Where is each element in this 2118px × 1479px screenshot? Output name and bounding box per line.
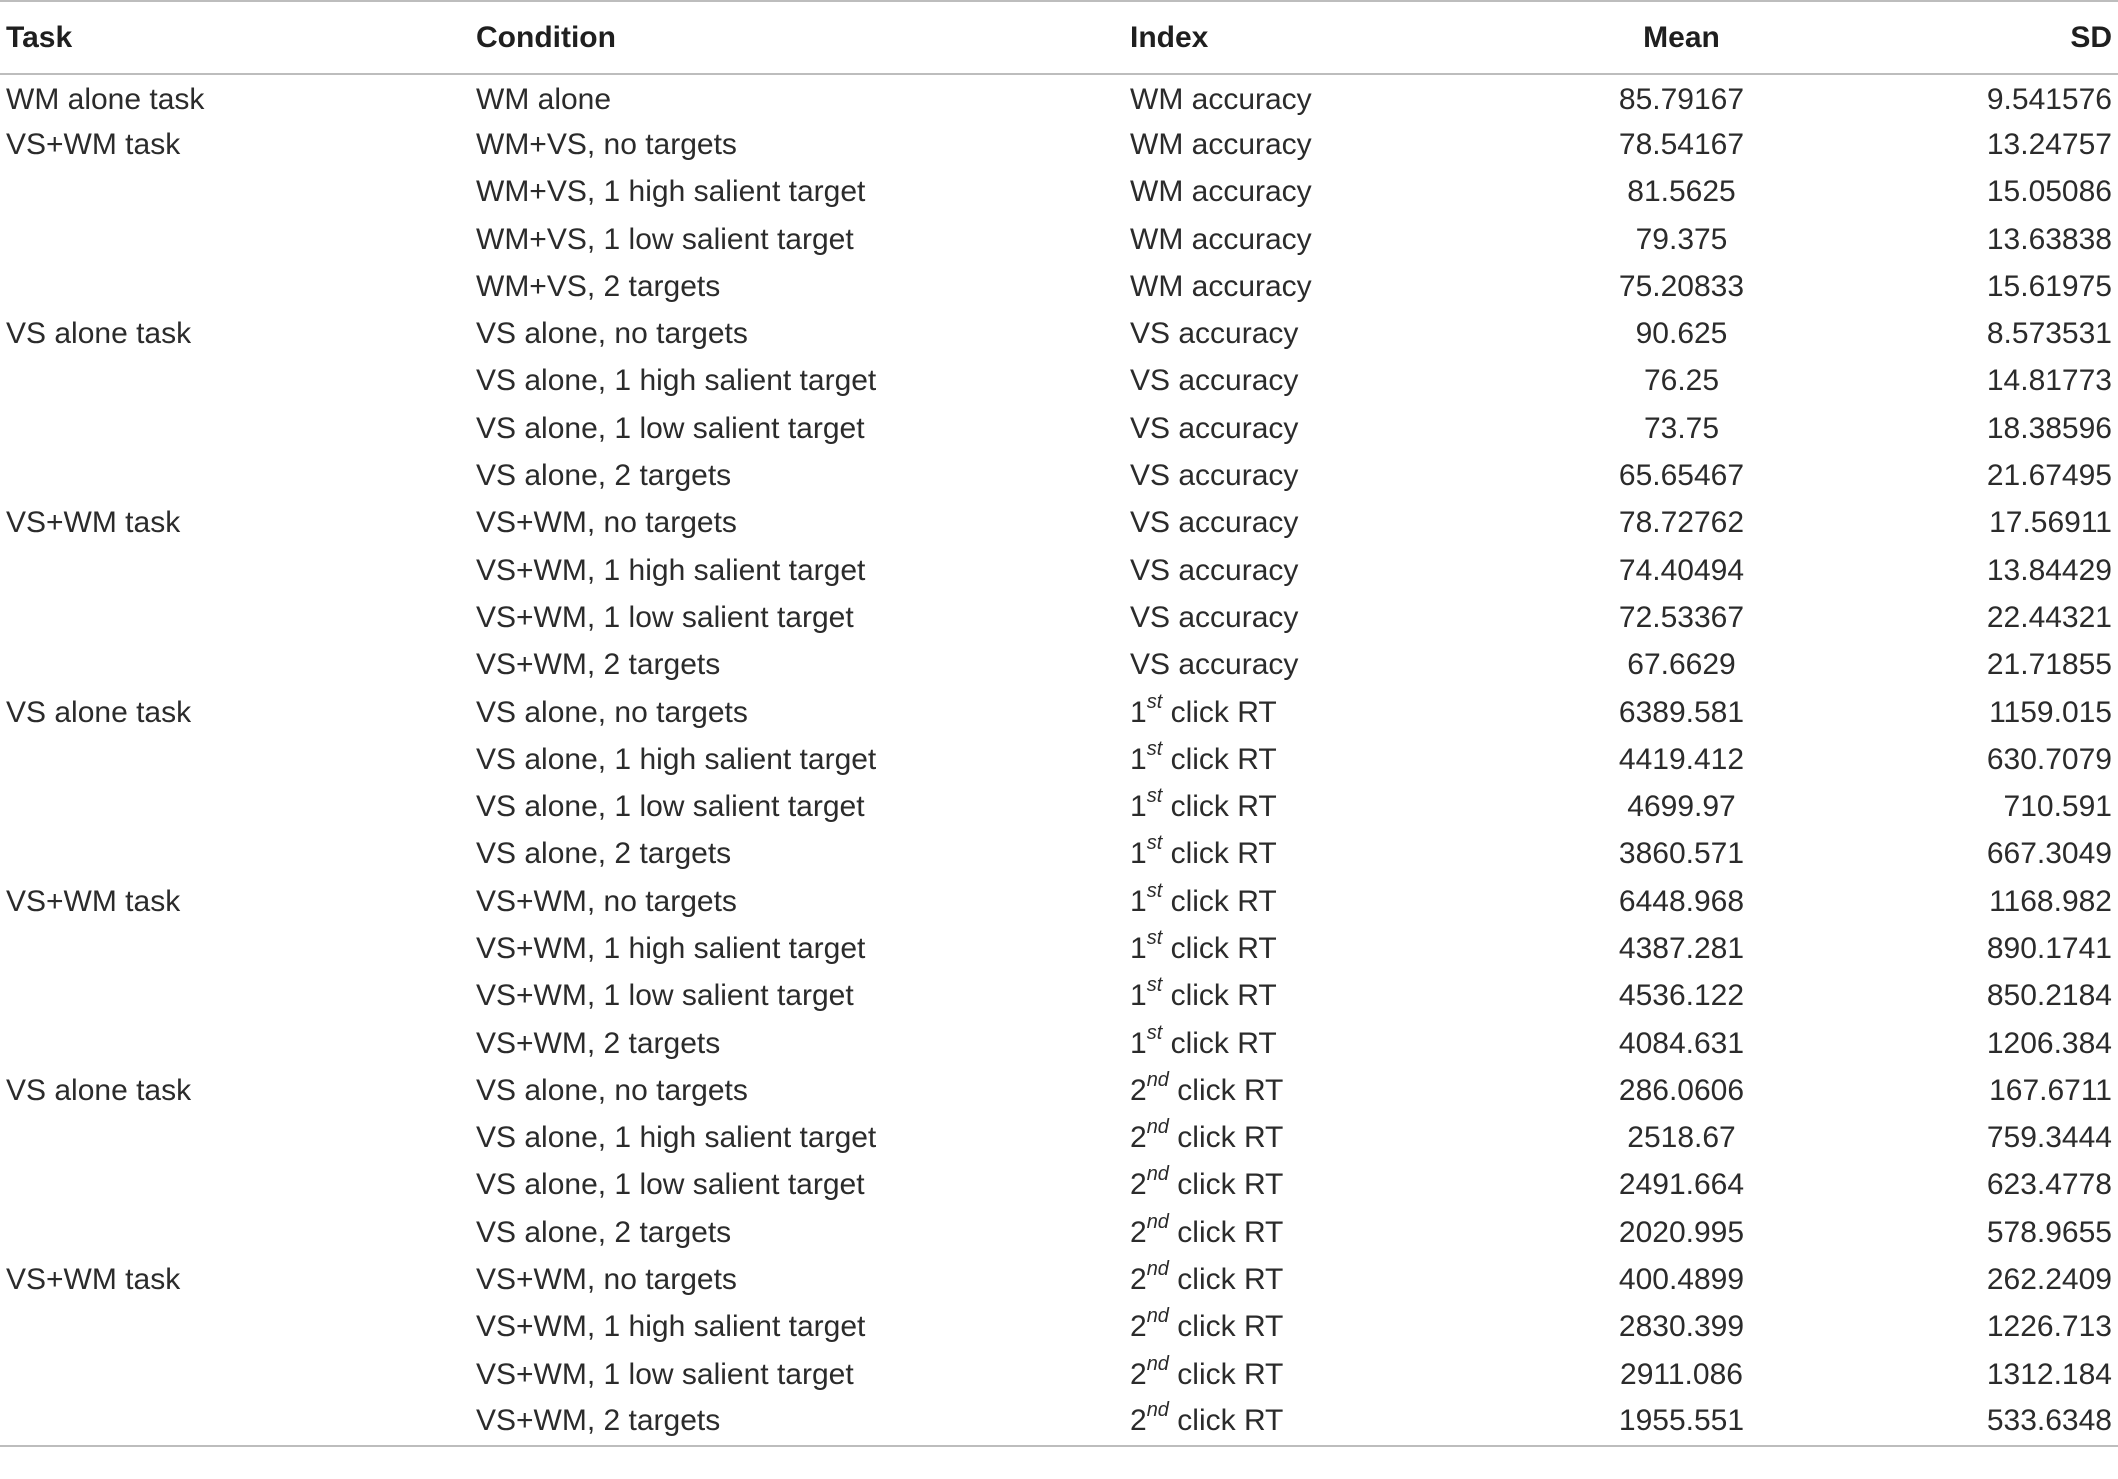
index-label: click RT [1162,790,1277,824]
cell-sd: 533.6348 [1803,1398,2118,1445]
cell-task: VS alone task [6,695,192,729]
cell-task [0,1351,476,1398]
cell-condition: VS+WM, 1 high salient target [476,931,866,965]
cell-sd: 710.591 [2003,790,2112,824]
cell-sd: 17.56911 [1989,506,2112,540]
cell-task [0,358,476,405]
cell-index: VS accuracy [1130,459,1299,493]
cell-condition: VS alone, no targets [476,317,748,351]
index-ordinal-number: 2 [1130,1121,1147,1155]
index-label: click RT [1162,837,1277,871]
cell-task: VS alone task [6,317,192,351]
cell-sd: 22.44321 [1986,600,2112,634]
index-ordinal-suffix: nd [1146,1163,1169,1186]
cell-condition: WM alone [476,83,612,117]
cell-index: VS accuracy [1130,648,1299,682]
cell-sd: 13.84429 [1986,553,2112,587]
cell-condition: VS+WM, 1 low salient target [476,1357,854,1391]
cell-sd: 850.2184 [1986,979,2112,1013]
cell-task: VS+WM task [6,506,181,540]
index-ordinal-number: 1 [1130,884,1147,918]
cell-sd: 18.38596 [1986,411,2112,445]
table-row [0,1304,2118,1351]
cell-task [0,1162,476,1209]
index-ordinal-suffix: nd [1146,1068,1169,1091]
cell-sd: 21.67495 [1986,459,2112,493]
index-ordinal-number: 2 [1130,1073,1147,1107]
cell-condition: VS+WM, 1 high salient target [476,1310,866,1344]
cell-task: VS alone task [6,1073,192,1107]
cell-task [0,216,476,263]
index-ordinal-suffix: nd [1146,1116,1169,1139]
cell-task [0,1209,476,1256]
cell-mean: 1955.551 [1560,1398,1803,1445]
cell-sd: 759.3444 [1986,1121,2112,1155]
cell-mean: 78.54167 [1618,127,1745,161]
header-sd: SD [1803,1,2118,74]
cell-mean: 400.4899 [1618,1263,1745,1297]
cell-index [1130,973,1560,1020]
index-ordinal-suffix: st [1146,737,1163,760]
cell-condition: VS alone, 2 targets [476,1215,732,1249]
cell-task [0,973,476,1020]
cell-mean: 2518.67 [1627,1121,1736,1155]
cell-sd: 262.2409 [1986,1263,2112,1297]
cell-mean: 65.65467 [1618,459,1745,493]
cell-mean: 72.53367 [1618,600,1745,634]
header-index: Index [1130,1,1560,74]
cell-index [1130,1162,1560,1209]
cell-mean: 4419.412 [1618,742,1745,776]
header-row [0,1,2118,74]
table-row [0,642,2118,689]
cell-mean: 6448.968 [1618,884,1745,918]
index-ordinal-suffix: nd [1146,1352,1169,1375]
index-label: click RT [1162,695,1277,729]
cell-sd: 167.6711 [1989,1073,2112,1107]
cell-condition: VS alone, no targets [476,1073,748,1107]
cell-condition: VS alone, 1 low salient target [476,411,865,445]
index-ordinal-suffix: st [1146,785,1163,808]
cell-index [1130,1351,1560,1398]
cell-sd: 890.1741 [1986,931,2112,965]
header-condition: Condition [476,1,1130,74]
cell-condition: VS+WM, 2 targets [476,1026,721,1060]
cell-sd: 1206.384 [1986,1026,2112,1060]
cell-mean: 3860.571 [1618,837,1745,871]
cell-condition: VS+WM, no targets [476,506,737,540]
index-ordinal-suffix: nd [1146,1210,1169,1233]
cell-sd: 1159.015 [1989,695,2112,729]
index-ordinal-number: 1 [1130,695,1147,729]
cell-mean: 2911.086 [1620,1357,1743,1391]
cell-index: VS accuracy [1130,411,1299,445]
cell-task [0,783,476,830]
index-ordinal-number: 1 [1130,837,1147,871]
cell-sd: 1226.713 [1986,1310,2112,1344]
cell-mean: 4084.631 [1618,1026,1745,1060]
cell-index [1130,783,1560,830]
header-task: Task [0,1,476,74]
table-row [0,1020,2118,1067]
cell-task [0,594,476,641]
table-row [0,1115,2118,1162]
cell-index [1130,1115,1560,1162]
cell-task: VS+WM task [6,1263,181,1297]
cell-task: WM alone task [6,83,205,117]
cell-condition: VS+WM, 1 low salient target [476,979,854,1013]
cell-index [1130,925,1560,972]
index-ordinal-number: 2 [1130,1215,1147,1249]
table-row [0,1162,2118,1209]
table-row [0,1351,2118,1398]
index-label: click RT [1162,931,1277,965]
cell-sd: 8.573531 [1986,317,2112,351]
table-row [0,878,2118,925]
index-label: click RT [1162,1026,1277,1060]
index-ordinal-number: 2 [1130,1310,1147,1344]
cell-index [1130,1304,1560,1351]
cell-index [1130,1067,1560,1114]
table-row [0,405,2118,452]
index-ordinal-suffix: st [1146,926,1163,949]
cell-task [0,642,476,689]
table-body [0,74,2118,1446]
index-ordinal-number: 2 [1130,1263,1147,1297]
table-row [0,169,2118,216]
cell-mean: 81.5625 [1627,175,1736,209]
cell-sd: 15.05086 [1986,175,2112,209]
cell-mean: 67.6629 [1627,648,1736,682]
index-ordinal-number: 2 [1130,1168,1147,1202]
index-ordinal-number: 2 [1130,1404,1147,1438]
cell-task: VS+WM task [6,884,181,918]
cell-index [1130,1020,1560,1067]
table-row [0,783,2118,830]
cell-sd: 630.7079 [1986,742,2112,776]
index-ordinal-number: 2 [1130,1357,1147,1391]
cell-condition: VS alone, 1 high salient target [476,1121,877,1155]
index-label: click RT [1168,1121,1284,1155]
table-row [0,216,2118,263]
cell-condition: VS+WM, no targets [476,884,737,918]
index-label: click RT [1168,1357,1284,1391]
cell-condition: VS+WM, 2 targets [476,1398,1130,1445]
table-row [0,1209,2118,1256]
cell-mean: 90.625 [1635,317,1728,351]
table-row [0,121,2118,168]
table-row [0,594,2118,641]
index-ordinal-suffix: st [1146,1021,1163,1044]
cell-condition: VS alone, 1 high salient target [476,742,877,776]
cell-index [1130,1209,1560,1256]
cell-sd: 13.24757 [1986,127,2112,161]
cell-sd: 623.4778 [1986,1168,2112,1202]
cell-sd: 13.63838 [1986,222,2112,256]
index-ordinal-number: 1 [1130,931,1147,965]
table-row [0,263,2118,310]
cell-mean: 2830.399 [1618,1310,1745,1344]
table-row [0,1398,2118,1445]
table-row [0,547,2118,594]
table-header [0,1,2118,74]
cell-condition: VS+WM, no targets [476,1263,737,1297]
cell-index [1130,689,1560,736]
cell-task [0,925,476,972]
cell-mean: 73.75 [1643,411,1720,445]
cell-index: WM accuracy [1130,127,1312,161]
cell-index [1130,736,1560,783]
cell-condition: VS alone, 1 low salient target [476,790,865,824]
cell-condition: VS alone, 2 targets [476,837,732,871]
table-row [0,74,2118,121]
cell-task [0,736,476,783]
cell-sd: 14.81773 [1986,364,2112,398]
cell-task [0,1398,476,1445]
cell-index: VS accuracy [1130,506,1299,540]
table-row [0,1067,2118,1114]
cell-mean: 286.0606 [1618,1073,1745,1107]
cell-task [0,1304,476,1351]
index-ordinal-number: 1 [1130,979,1147,1013]
cell-task [0,1115,476,1162]
index-label: click RT [1162,884,1277,918]
cell-mean: 6389.581 [1618,695,1745,729]
table-row [0,500,2118,547]
cell-index: VS accuracy [1130,317,1299,351]
cell-sd: 15.61975 [1986,269,2112,303]
cell-condition: WM+VS, no targets [476,127,737,161]
cell-index: WM accuracy [1130,175,1312,209]
cell-condition: VS alone, 1 low salient target [476,1168,865,1202]
cell-condition: WM+VS, 2 targets [476,269,721,303]
cell-mean: 4387.281 [1618,931,1745,965]
cell-task [0,831,476,878]
cell-mean: 76.25 [1643,364,1720,398]
cell-mean: 79.375 [1635,222,1728,256]
table-row [0,358,2118,405]
cell-mean: 85.79167 [1618,83,1745,117]
index-ordinal-suffix: nd [1146,1305,1169,1328]
cell-task [0,452,476,499]
index-ordinal-suffix: nd [1146,1399,1169,1422]
index-label: click RT [1168,1168,1284,1202]
cell-mean: 4536.122 [1618,979,1745,1013]
cell-condition: WM+VS, 1 high salient target [476,175,866,209]
cell-condition: VS+WM, 2 targets [476,648,721,682]
index-label: click RT [1168,1404,1284,1438]
table-row [0,973,2118,1020]
index-ordinal-number: 1 [1130,790,1147,824]
cell-index: VS accuracy [1130,553,1299,587]
cell-sd: 21.71855 [1986,648,2112,682]
index-ordinal-suffix: nd [1146,1258,1169,1281]
cell-condition: VS alone, no targets [476,695,748,729]
cell-index: VS accuracy [1130,364,1299,398]
table-row [0,925,2118,972]
cell-index [1130,878,1560,925]
index-label: click RT [1162,742,1277,776]
cell-sd: 667.3049 [1986,837,2112,871]
index-ordinal-suffix: st [1146,690,1163,713]
cell-condition: VS+WM, 1 high salient target [476,553,866,587]
cell-sd: 578.9655 [1986,1215,2112,1249]
index-label: click RT [1168,1073,1284,1107]
index-ordinal-number: 1 [1130,742,1147,776]
header-mean: Mean [1560,1,1803,74]
cell-mean: 74.40494 [1618,553,1745,587]
table-row [0,831,2118,878]
cell-condition: VS+WM, 1 low salient target [476,600,854,634]
cell-sd: 9.541576 [1986,83,2112,117]
cell-task [0,263,476,310]
cell-sd: 1312.184 [1986,1357,2112,1391]
cell-index [1130,831,1560,878]
cell-mean: 78.72762 [1618,506,1745,540]
cell-task: VS+WM task [6,127,181,161]
index-ordinal-suffix: st [1146,832,1163,855]
cell-index [1130,1256,1560,1303]
cell-mean: 2491.664 [1618,1168,1745,1202]
cell-condition: VS alone, 1 high salient target [476,364,877,398]
cell-index: WM accuracy [1130,222,1312,256]
cell-index: WM accuracy [1130,83,1312,117]
index-label: click RT [1168,1263,1284,1297]
table-row [0,1256,2118,1303]
index-ordinal-suffix: st [1146,879,1163,902]
cell-mean: 75.20833 [1618,269,1745,303]
cell-index [1130,1398,1560,1445]
table-row [0,452,2118,499]
cell-condition: WM+VS, 1 low salient target [476,222,854,256]
index-label: click RT [1168,1310,1284,1344]
cell-mean: 4699.97 [1627,790,1736,824]
cell-index: WM accuracy [1130,269,1312,303]
index-label: click RT [1162,979,1277,1013]
table-row [0,689,2118,736]
cell-task [0,405,476,452]
cell-condition: VS alone, 2 targets [476,459,732,493]
index-ordinal-suffix: st [1146,974,1163,997]
index-label: click RT [1168,1215,1284,1249]
table-row [0,736,2118,783]
cell-sd: 1168.982 [1989,884,2112,918]
index-ordinal-number: 1 [1130,1026,1147,1060]
cell-task [0,169,476,216]
cell-task [0,1020,476,1067]
table-row [0,310,2118,357]
cell-mean: 2020.995 [1618,1215,1745,1249]
cell-task [0,547,476,594]
cell-index: VS accuracy [1130,600,1299,634]
